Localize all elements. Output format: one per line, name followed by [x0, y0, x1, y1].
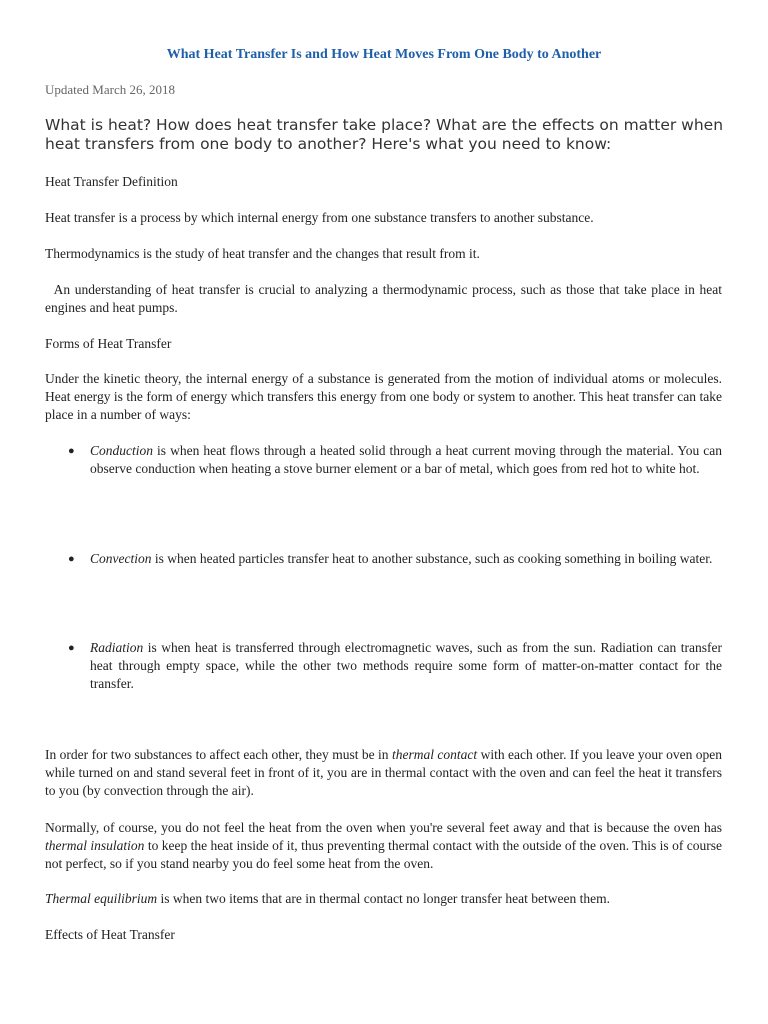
section-heading-forms: Forms of Heat Transfer [45, 336, 172, 351]
text-span: with each other. If you leave your oven open while turned on and stand several feet in front of it, you are in thermal contact with the oven and can feel the heat it transfers to you (by convection through the air). [45, 747, 722, 798]
bullet-conduction [90, 442, 722, 478]
paragraph-definition-1: Heat transfer is a process by which internal energy from one substance transfers to another substance. [45, 210, 594, 225]
bullet-convection [90, 550, 722, 568]
text-span: Normally, of course, you do not feel the heat from the oven when you're several feet away and that is because the oven has [45, 820, 722, 835]
term-radiation: Radiation [90, 640, 144, 655]
term-thermal-insulation: thermal insulation [45, 838, 145, 853]
term-convection: Convection [90, 551, 152, 566]
article-title: What Heat Transfer Is and How Heat Moves From One Body to Another [166, 47, 602, 62]
bullet-radiation-text: is when heat is transferred through electromagnetic waves, such as from the sun. Radiation can transfer heat through empty space, while the other two methods require some form of matter-on-matter contact for the transfer. [90, 640, 722, 691]
paragraph-thermal-contact [45, 746, 722, 800]
bullet-radiation [90, 639, 722, 693]
bullet-convection-text: is when heated particles transfer heat to another substance, such as cooking something in boiling water. [151, 551, 713, 566]
bullet-marker: ● [68, 553, 75, 565]
bullet-marker: ● [68, 642, 75, 654]
bullet-conduction-text: is when heat flows through a heated solid through a heat current moving through the material. You can observe conduction when heating a stove burner element or a bar of metal, which goes from red hot to white hot. [90, 443, 722, 476]
paragraph-thermal-equilibrium [45, 890, 722, 908]
text-span: is when two items that are in thermal contact no longer transfer heat between them. [157, 891, 610, 906]
term-thermal-contact: thermal contact [391, 747, 478, 762]
paragraph-definition-3: An understanding of heat transfer is crucial to analyzing a thermodynamic process, such as those that take place in heat engines and heat pumps. [45, 282, 722, 315]
term-conduction: Conduction [90, 443, 153, 458]
text-span: In order for two substances to affect each other, they must be in [45, 747, 392, 762]
paragraph-forms: Under the kinetic theory, the internal energy of a substance is generated from the motion of individual atoms or molecules. Heat energy is the form of energy which transfers this energy from one body or system to another. This heat transfer can take place in a number of ways: [45, 371, 722, 422]
text-span: to keep the heat inside of it, thus preventing thermal contact with the outside of the oven. This is of course not perfect, so if you stand nearby you do feel some heat from the oven. [45, 838, 722, 871]
section-heading-definition: Heat Transfer Definition [45, 174, 178, 189]
updated-date: Updated March 26, 2018 [45, 82, 175, 97]
paragraph-thermal-insulation [45, 819, 722, 873]
lead-paragraph: What is heat? How does heat transfer take place? What are the effects on matter when heat transfers from one body to another? Here's what you need to know: [45, 116, 724, 153]
paragraph-definition-2: Thermodynamics is the study of heat transfer and the changes that result from it. [45, 246, 480, 261]
section-heading-effects: Effects of Heat Transfer [45, 927, 175, 942]
term-thermal-equilibrium: Thermal equilibrium [45, 891, 158, 906]
bullet-marker: ● [68, 445, 75, 457]
